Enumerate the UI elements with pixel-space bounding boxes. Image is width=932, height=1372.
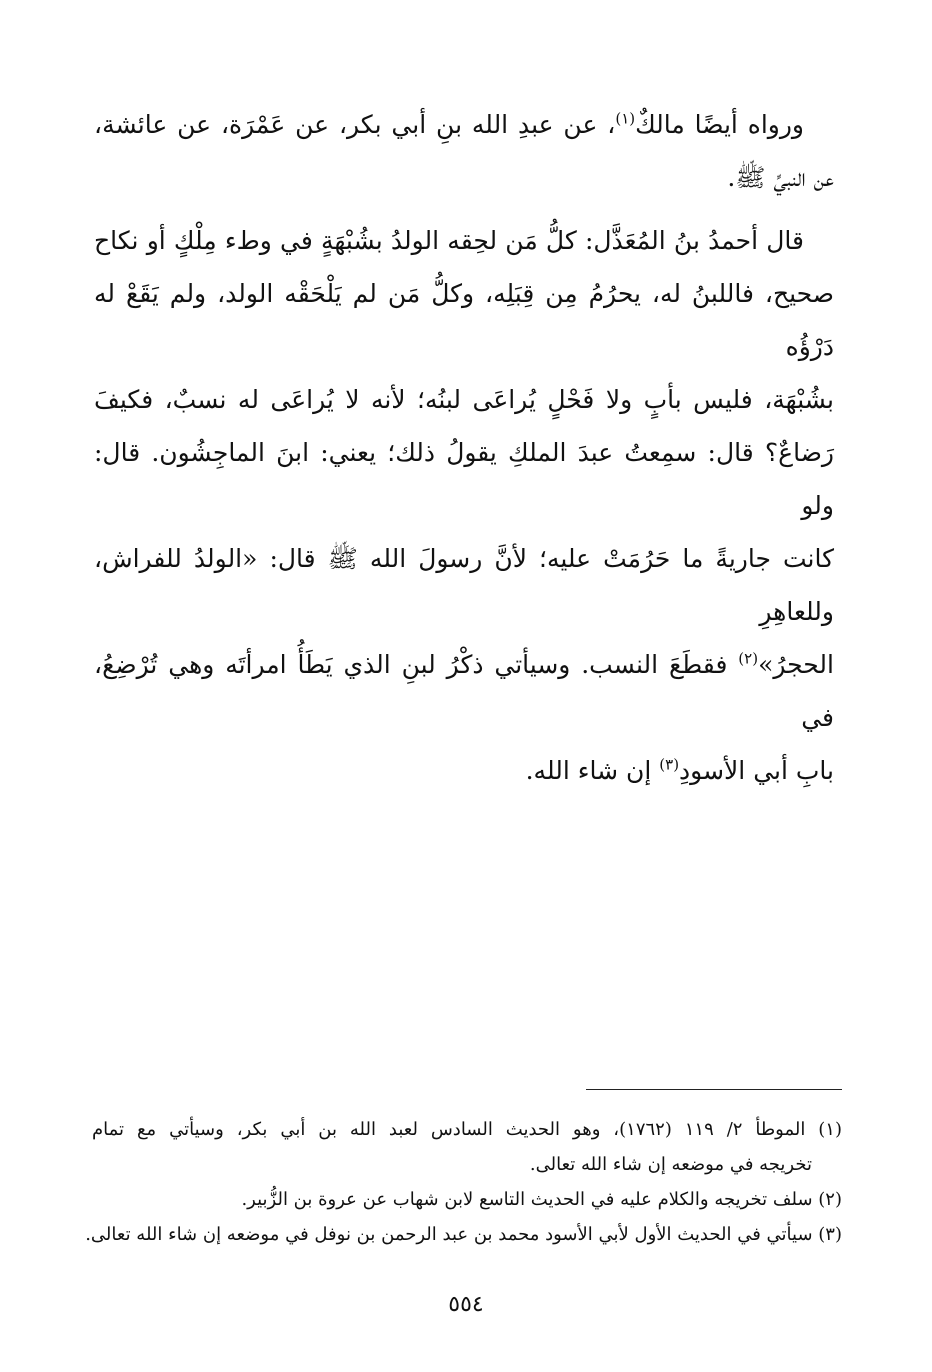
text-line: بشُبْهَة، فليس بأبٍ ولا فَحْلٍ يُراعَى لبنُه؛ لأنه لا يُراعَى له نسبٌ، فكيفَ xyxy=(94,385,834,414)
text-line: صحيح، فاللبنُ له، يحرُمُ مِن قِبَلِه، وكلُّ مَن لم يَلْحَقْه الولد، ولم يَقَعْ له دَرْؤُه xyxy=(94,279,834,361)
footnote-line: (٣) سيأتي في الحديث الأول لأبي الأسود محمد بن عبد الرحمن بن نوفل في موضعه إن شاء الله تعالى. xyxy=(85,1224,842,1245)
text-line xyxy=(94,98,834,151)
footnote-ref-2[interactable]: (٢) xyxy=(738,649,759,668)
footnote-ref-3[interactable]: (٣) xyxy=(659,755,680,774)
text-line: عن النبيِّ ﷺ. xyxy=(727,163,834,192)
text-segment: الحجرُ» xyxy=(758,650,834,679)
main-text-block xyxy=(94,98,834,797)
text-segment: فقطَعَ النسب. وسيأتي ذكْرُ لبنِ الذي يَطَأُ امرأتَه وهي تُرْضِعُ، في xyxy=(94,650,834,732)
text-line: رَضاعٌ؟ قال: سمِعتُ عبدَ الملكِ يقولُ ذلك؛ يعني: ابنَ الماجِشُون. قال: ولو xyxy=(94,438,834,520)
footnotes-block xyxy=(85,1112,842,1252)
footnote-line: تخريجه في موضعه إن شاء الله تعالى. xyxy=(529,1154,812,1175)
text-segment: ، عن عبدِ الله بنِ أبي بكر، عن عَمْرَة، عن عائشة، xyxy=(94,110,616,139)
text-segment: ورواه أيضًا مالكٌ xyxy=(635,110,804,139)
paragraph-2 xyxy=(94,214,834,797)
footnote-2 xyxy=(92,1182,842,1217)
footnote-line: (١) الموطأ ٢/ ١١٩ (١٧٦٢)، وهو الحديث السادس لعبد الله بن أبي بكر، وسيأتي مع تمام xyxy=(92,1119,842,1140)
text-line: قال أحمدُ بنُ المُعَذَّل: كلُّ مَن لحِقه الولدُ بشُبْهَةٍ في وطء مِلْكٍ أو نكاح xyxy=(94,226,804,255)
footnote-separator xyxy=(586,1089,842,1090)
footnote-3 xyxy=(85,1217,842,1252)
text-segment: إن شاء الله. xyxy=(525,756,660,785)
text-segment: بابِ أبي الأسودِ xyxy=(679,756,834,785)
footnote-ref-1[interactable]: (١) xyxy=(615,109,636,128)
text-line xyxy=(94,638,834,744)
footnote-line: (٢) سلف تخريجه والكلام عليه في الحديث التاسع لابن شهاب عن عروة بن الزُّبير. xyxy=(241,1189,842,1210)
footnote-1 xyxy=(92,1112,842,1182)
text-line xyxy=(94,744,834,797)
paragraph-1 xyxy=(94,98,834,204)
page-number: ٥٥٤ xyxy=(448,1292,484,1317)
text-line: كانت جاريةً ما حَرُمَتْ عليه؛ لأنَّ رسولَ الله ﷺ قال: «الولدُ للفراش، وللعاهِرِ xyxy=(94,544,835,626)
